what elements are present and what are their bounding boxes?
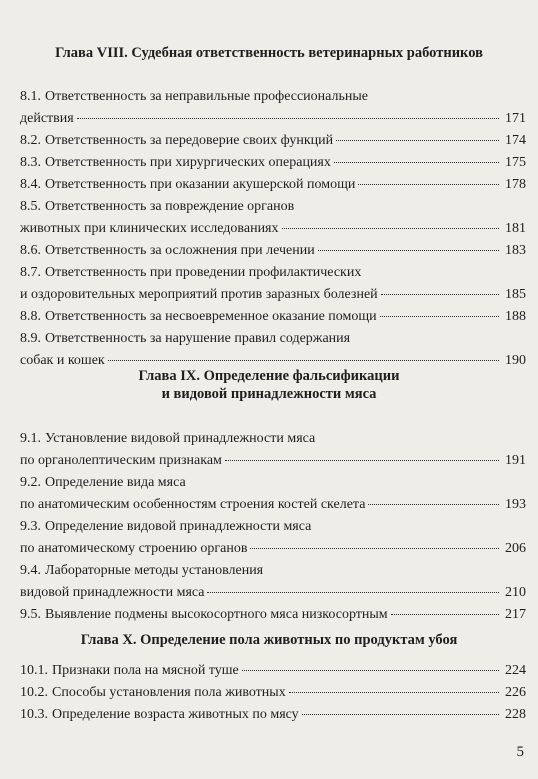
- section-title: действия: [20, 111, 74, 126]
- toc-entry-line: [20, 660, 526, 682]
- page-ref: 191: [505, 453, 526, 468]
- dot-leader: [358, 184, 499, 185]
- toc-entry-line: [20, 306, 526, 328]
- page-ref: 188: [505, 309, 526, 324]
- dot-leader: [242, 670, 499, 671]
- section-number: 8.1.: [20, 89, 41, 104]
- toc-entry[interactable]: [20, 472, 526, 516]
- toc-entry-line: [20, 262, 526, 284]
- section-title: видовой принадлежности мяса: [20, 585, 205, 600]
- section-number: 8.2.: [20, 133, 41, 148]
- section-title: Ответственность за неправильные профессиональные: [45, 89, 368, 104]
- page-ref: 224: [505, 663, 526, 678]
- toc-entry[interactable]: [20, 240, 526, 262]
- section-title: Выявление подмены высокосортного мяса низкосортным: [45, 607, 388, 622]
- page-ref: 185: [505, 287, 526, 302]
- section-title: Ответственность за несвоевременное оказание помощи: [45, 309, 377, 324]
- toc-entry[interactable]: [20, 196, 526, 240]
- dot-leader: [282, 228, 500, 229]
- dot-leader: [334, 162, 499, 163]
- toc-entry[interactable]: [20, 130, 526, 152]
- page-ref: 217: [505, 607, 526, 622]
- toc-entry-line: [20, 328, 526, 350]
- chapter-title: [0, 367, 538, 403]
- page-ref: 226: [505, 685, 526, 700]
- toc-entry-line: [20, 494, 526, 516]
- section-title: Ответственность за нарушение правил содержания: [45, 331, 351, 346]
- section-number: 8.3.: [20, 155, 41, 170]
- toc-entry-line: [20, 196, 526, 218]
- toc-entry-line: [20, 174, 526, 196]
- section-title: и оздоровительных мероприятий против заразных болезней: [20, 287, 378, 302]
- toc-entry-line: [20, 240, 526, 262]
- section-number: 9.2.: [20, 475, 41, 490]
- toc-entry[interactable]: [20, 604, 526, 626]
- toc-entry[interactable]: [20, 682, 526, 704]
- toc-entry-line: [20, 450, 526, 472]
- section-number: 8.8.: [20, 309, 41, 324]
- chapter-title-line: Глава VIII. Судебная ответственность ветеринарных работников: [55, 45, 483, 61]
- dot-leader: [381, 294, 499, 295]
- section-title: Ответственность при хирургических операциях: [45, 155, 331, 170]
- section-number: 9.4.: [20, 563, 41, 578]
- dot-leader: [391, 614, 499, 615]
- section-title: Ответственность за передоверие своих функций: [45, 133, 334, 148]
- toc-entry-line: [20, 704, 526, 726]
- chapter-title: [0, 631, 538, 649]
- section-title: Лабораторные методы установления: [45, 563, 264, 578]
- page-ref: 210: [505, 585, 526, 600]
- page-ref: 171: [505, 111, 526, 126]
- section-number: 8.5.: [20, 199, 41, 214]
- toc-entry-line: [20, 582, 526, 604]
- section-number: 8.6.: [20, 243, 41, 258]
- dot-leader: [336, 140, 499, 141]
- toc-entry-line: [20, 108, 526, 130]
- chapter-title-line: Глава IX. Определение фальсификации: [138, 368, 400, 384]
- toc-entry[interactable]: [20, 306, 526, 328]
- chapter-title-line: и видовой принадлежности мяса: [161, 386, 377, 402]
- dot-leader: [77, 118, 499, 119]
- section-number: 10.2.: [20, 685, 48, 700]
- page-number: 5: [516, 744, 524, 760]
- toc-entry[interactable]: [20, 516, 526, 560]
- section-title: Установление видовой принадлежности мяса: [45, 431, 316, 446]
- dot-leader: [380, 316, 499, 317]
- section-title: Определение вида мяса: [45, 475, 186, 490]
- section-title: животных при клинических исследованиях: [20, 221, 279, 236]
- toc-entry-line: [20, 130, 526, 152]
- chapter-title: [0, 44, 538, 62]
- section-title: Ответственность за повреждение органов: [45, 199, 295, 214]
- dot-leader: [108, 360, 499, 361]
- page-ref: 175: [505, 155, 526, 170]
- section-title: собак и кошек: [20, 353, 105, 368]
- toc-entry-line: [20, 560, 526, 582]
- section-number: 10.1.: [20, 663, 48, 678]
- section-title: по органолептическим признакам: [20, 453, 222, 468]
- toc-entry-line: [20, 516, 526, 538]
- toc-entry-line: [20, 218, 526, 240]
- page-ref: 193: [505, 497, 526, 512]
- dot-leader: [207, 592, 499, 593]
- page-ref: 174: [505, 133, 526, 148]
- toc-entry-line: [20, 152, 526, 174]
- page-ref: 228: [505, 707, 526, 722]
- dot-leader: [225, 460, 499, 461]
- section-title: Ответственность при оказании акушерской помощи: [45, 177, 356, 192]
- section-number: 9.5.: [20, 607, 41, 622]
- toc-entry[interactable]: [20, 704, 526, 726]
- toc-entry-line: [20, 284, 526, 306]
- toc-entry[interactable]: [20, 560, 526, 604]
- page-ref: 190: [505, 353, 526, 368]
- chapter-title-line: Глава X. Определение пола животных по продуктам убоя: [80, 632, 458, 648]
- toc-entry-line: [20, 682, 526, 704]
- page-ref: 181: [505, 221, 526, 236]
- toc-entry[interactable]: [20, 152, 526, 174]
- dot-leader: [368, 504, 499, 505]
- section-number: 8.9.: [20, 331, 41, 346]
- page-ref: 178: [505, 177, 526, 192]
- section-title: по анатомическому строению органов: [20, 541, 248, 556]
- section-title: Способы установления пола животных: [52, 685, 286, 700]
- toc-entry[interactable]: [20, 174, 526, 196]
- section-number: 8.7.: [20, 265, 41, 280]
- toc-entry-line: [20, 472, 526, 494]
- section-title: Определение возраста животных по мясу: [52, 707, 299, 722]
- section-number: 8.4.: [20, 177, 41, 192]
- toc-entry[interactable]: [20, 660, 526, 682]
- section-number: 9.1.: [20, 431, 41, 446]
- section-title: Определение видовой принадлежности мяса: [45, 519, 312, 534]
- toc-entry-line: [20, 538, 526, 560]
- page-ref: 206: [505, 541, 526, 556]
- section-title: по анатомическим особенностям строения костей скелета: [20, 497, 366, 512]
- section-title: Признаки пола на мясной туше: [52, 663, 239, 678]
- toc-entry-line: [20, 86, 526, 108]
- page-ref: 183: [505, 243, 526, 258]
- toc-entry[interactable]: [20, 428, 526, 472]
- dot-leader: [318, 250, 499, 251]
- section-number: 9.3.: [20, 519, 41, 534]
- dot-leader: [289, 692, 499, 693]
- section-title: Ответственность при проведении профилактических: [45, 265, 362, 280]
- toc-entry[interactable]: [20, 328, 526, 372]
- toc-entry[interactable]: [20, 86, 526, 130]
- section-number: 10.3.: [20, 707, 48, 722]
- toc-entry-line: [20, 428, 526, 450]
- toc-entry[interactable]: [20, 262, 526, 306]
- dot-leader: [250, 548, 499, 549]
- toc-entry-line: [20, 604, 526, 626]
- dot-leader: [302, 714, 499, 715]
- section-title: Ответственность за осложнения при лечении: [45, 243, 315, 258]
